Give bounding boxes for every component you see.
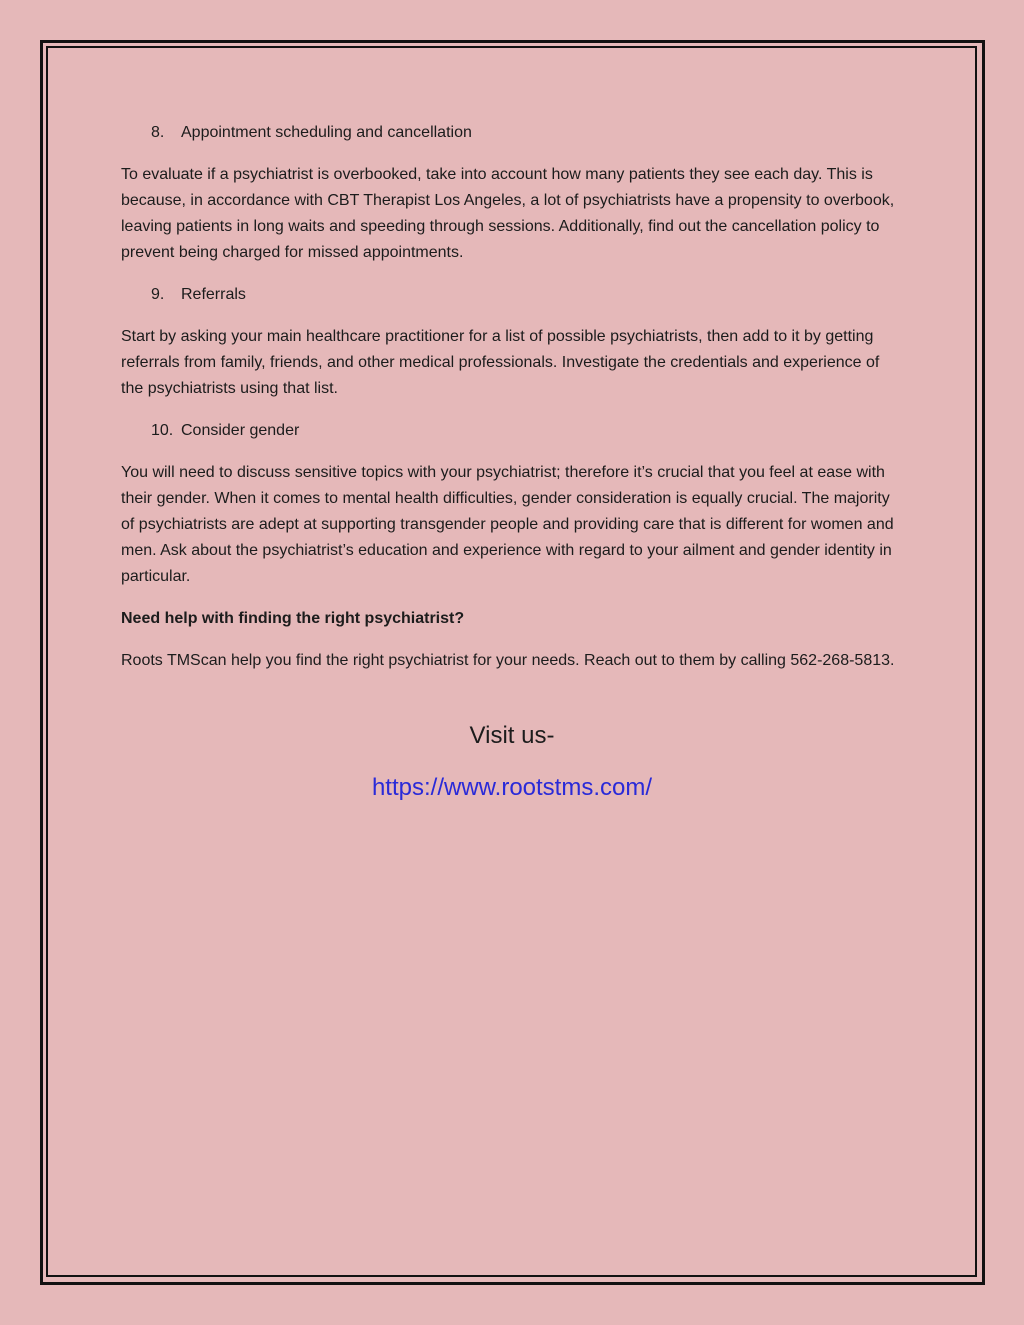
document-body [121, 120, 903, 690]
paragraph-gender: You will need to discuss sensitive topics with your psychiatrist; therefore it’s crucial that you feel at ease with their gender. When it comes to mental health difficulties, gender consideration is equally crucial. The majority of psychiatrists are adept at supporting transgender people and providing care that is different for women and men. Ask about the psychiatrist’s education and experience with regard to your ailment and gender identity in particular. [121, 464, 894, 585]
list-title: Appointment scheduling and cancellation [181, 124, 472, 141]
list-item-gender [121, 418, 903, 444]
website-link[interactable]: https://www.rootstms.com/ [371, 774, 653, 801]
list-item-referrals [121, 282, 903, 308]
list-number: 9. [151, 286, 165, 303]
help-heading: Need help with finding the right psychiatrist? [121, 610, 465, 627]
list-number: 10. [151, 422, 174, 439]
visit-label: Visit us- [469, 722, 555, 749]
list-number: 8. [151, 124, 165, 141]
paragraph-appointment: To evaluate if a psychiatrist is overbooked, take into account how many patients they see each day. This is because, in accordance with CBT Therapist Los Angeles, a lot of psychiatrists have a propensity to overbook, leaving patients in long waits and speeding through sessions. Additionally, find out the cancellation policy to prevent being charged for missed appointments. [121, 166, 895, 261]
help-paragraph: Roots TMScan help you find the right psychiatrist for your needs. Reach out to them by calling 562-268-5813. [121, 652, 895, 669]
list-title: Consider gender [181, 422, 300, 439]
list-title: Referrals [181, 286, 246, 303]
list-item-appointment [121, 120, 903, 146]
paragraph-referrals: Start by asking your main healthcare practitioner for a list of possible psychiatrists, then add to it by getting referrals from family, friends, and other medical professionals. Investigate the credentials and experience of the psychiatrists using that list. [121, 328, 880, 397]
